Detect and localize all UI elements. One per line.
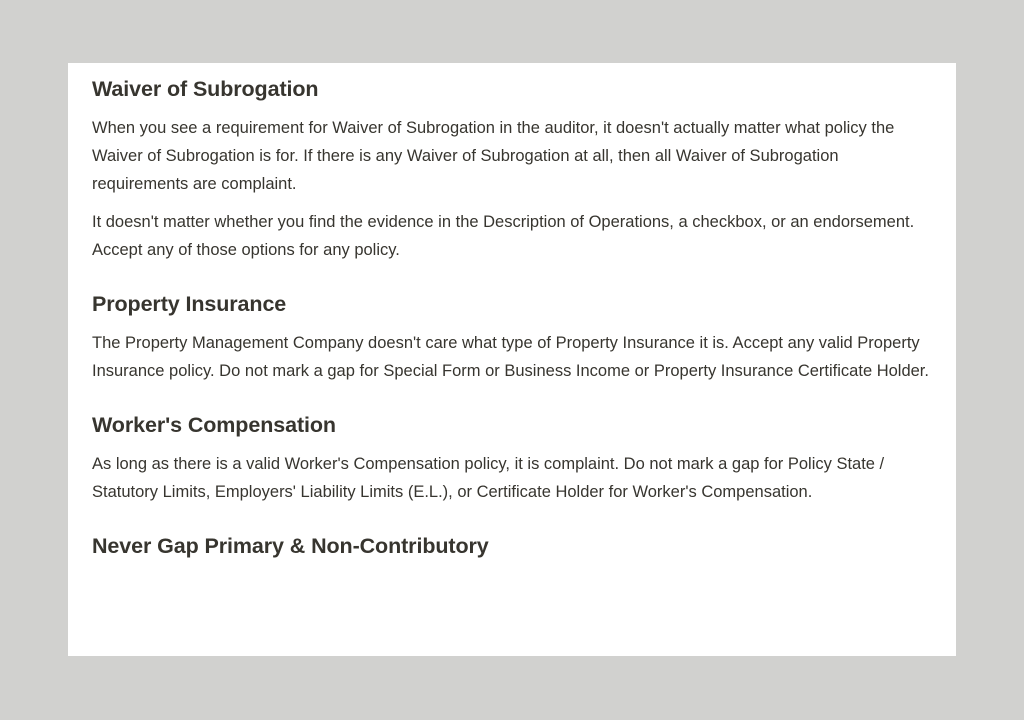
section-heading: Waiver of Subrogation [92, 77, 319, 101]
section-heading: Never Gap Primary & Non-Contributory [92, 534, 489, 558]
section-workers-compensation [92, 411, 932, 506]
section-paragraph: When you see a requirement for Waiver of Subrogation in the auditor, it doesn't actually matter what policy the Waiver of Subrogation is for. If there is any Waiver of Subrogation at all, then all Waiver of Subrogation requirements are complaint. [92, 119, 895, 193]
section-never-gap-primary [92, 532, 932, 560]
section-waiver-of-subrogation [92, 75, 932, 264]
section-paragraph: It doesn't matter whether you find the evidence in the Description of Operations, a checkbox, or an endorsement. Accept any of those options for any policy. [92, 213, 915, 259]
section-heading: Worker's Compensation [92, 413, 336, 437]
document-card [68, 63, 956, 656]
section-paragraph: As long as there is a valid Worker's Compensation policy, it is complaint. Do not mark a gap for Policy State / Statutory Limits, Employers' Liability Limits (E.L.), or Certificate Holder for Worker's Compensation. [92, 455, 885, 501]
section-paragraph: The Property Management Company doesn't care what type of Property Insurance it is. Accept any valid Property Insurance policy. Do not mark a gap for Special Form or Business Income or Property Insurance Certificate Holder. [92, 334, 929, 380]
section-property-insurance [92, 290, 932, 385]
section-heading: Property Insurance [92, 292, 287, 316]
